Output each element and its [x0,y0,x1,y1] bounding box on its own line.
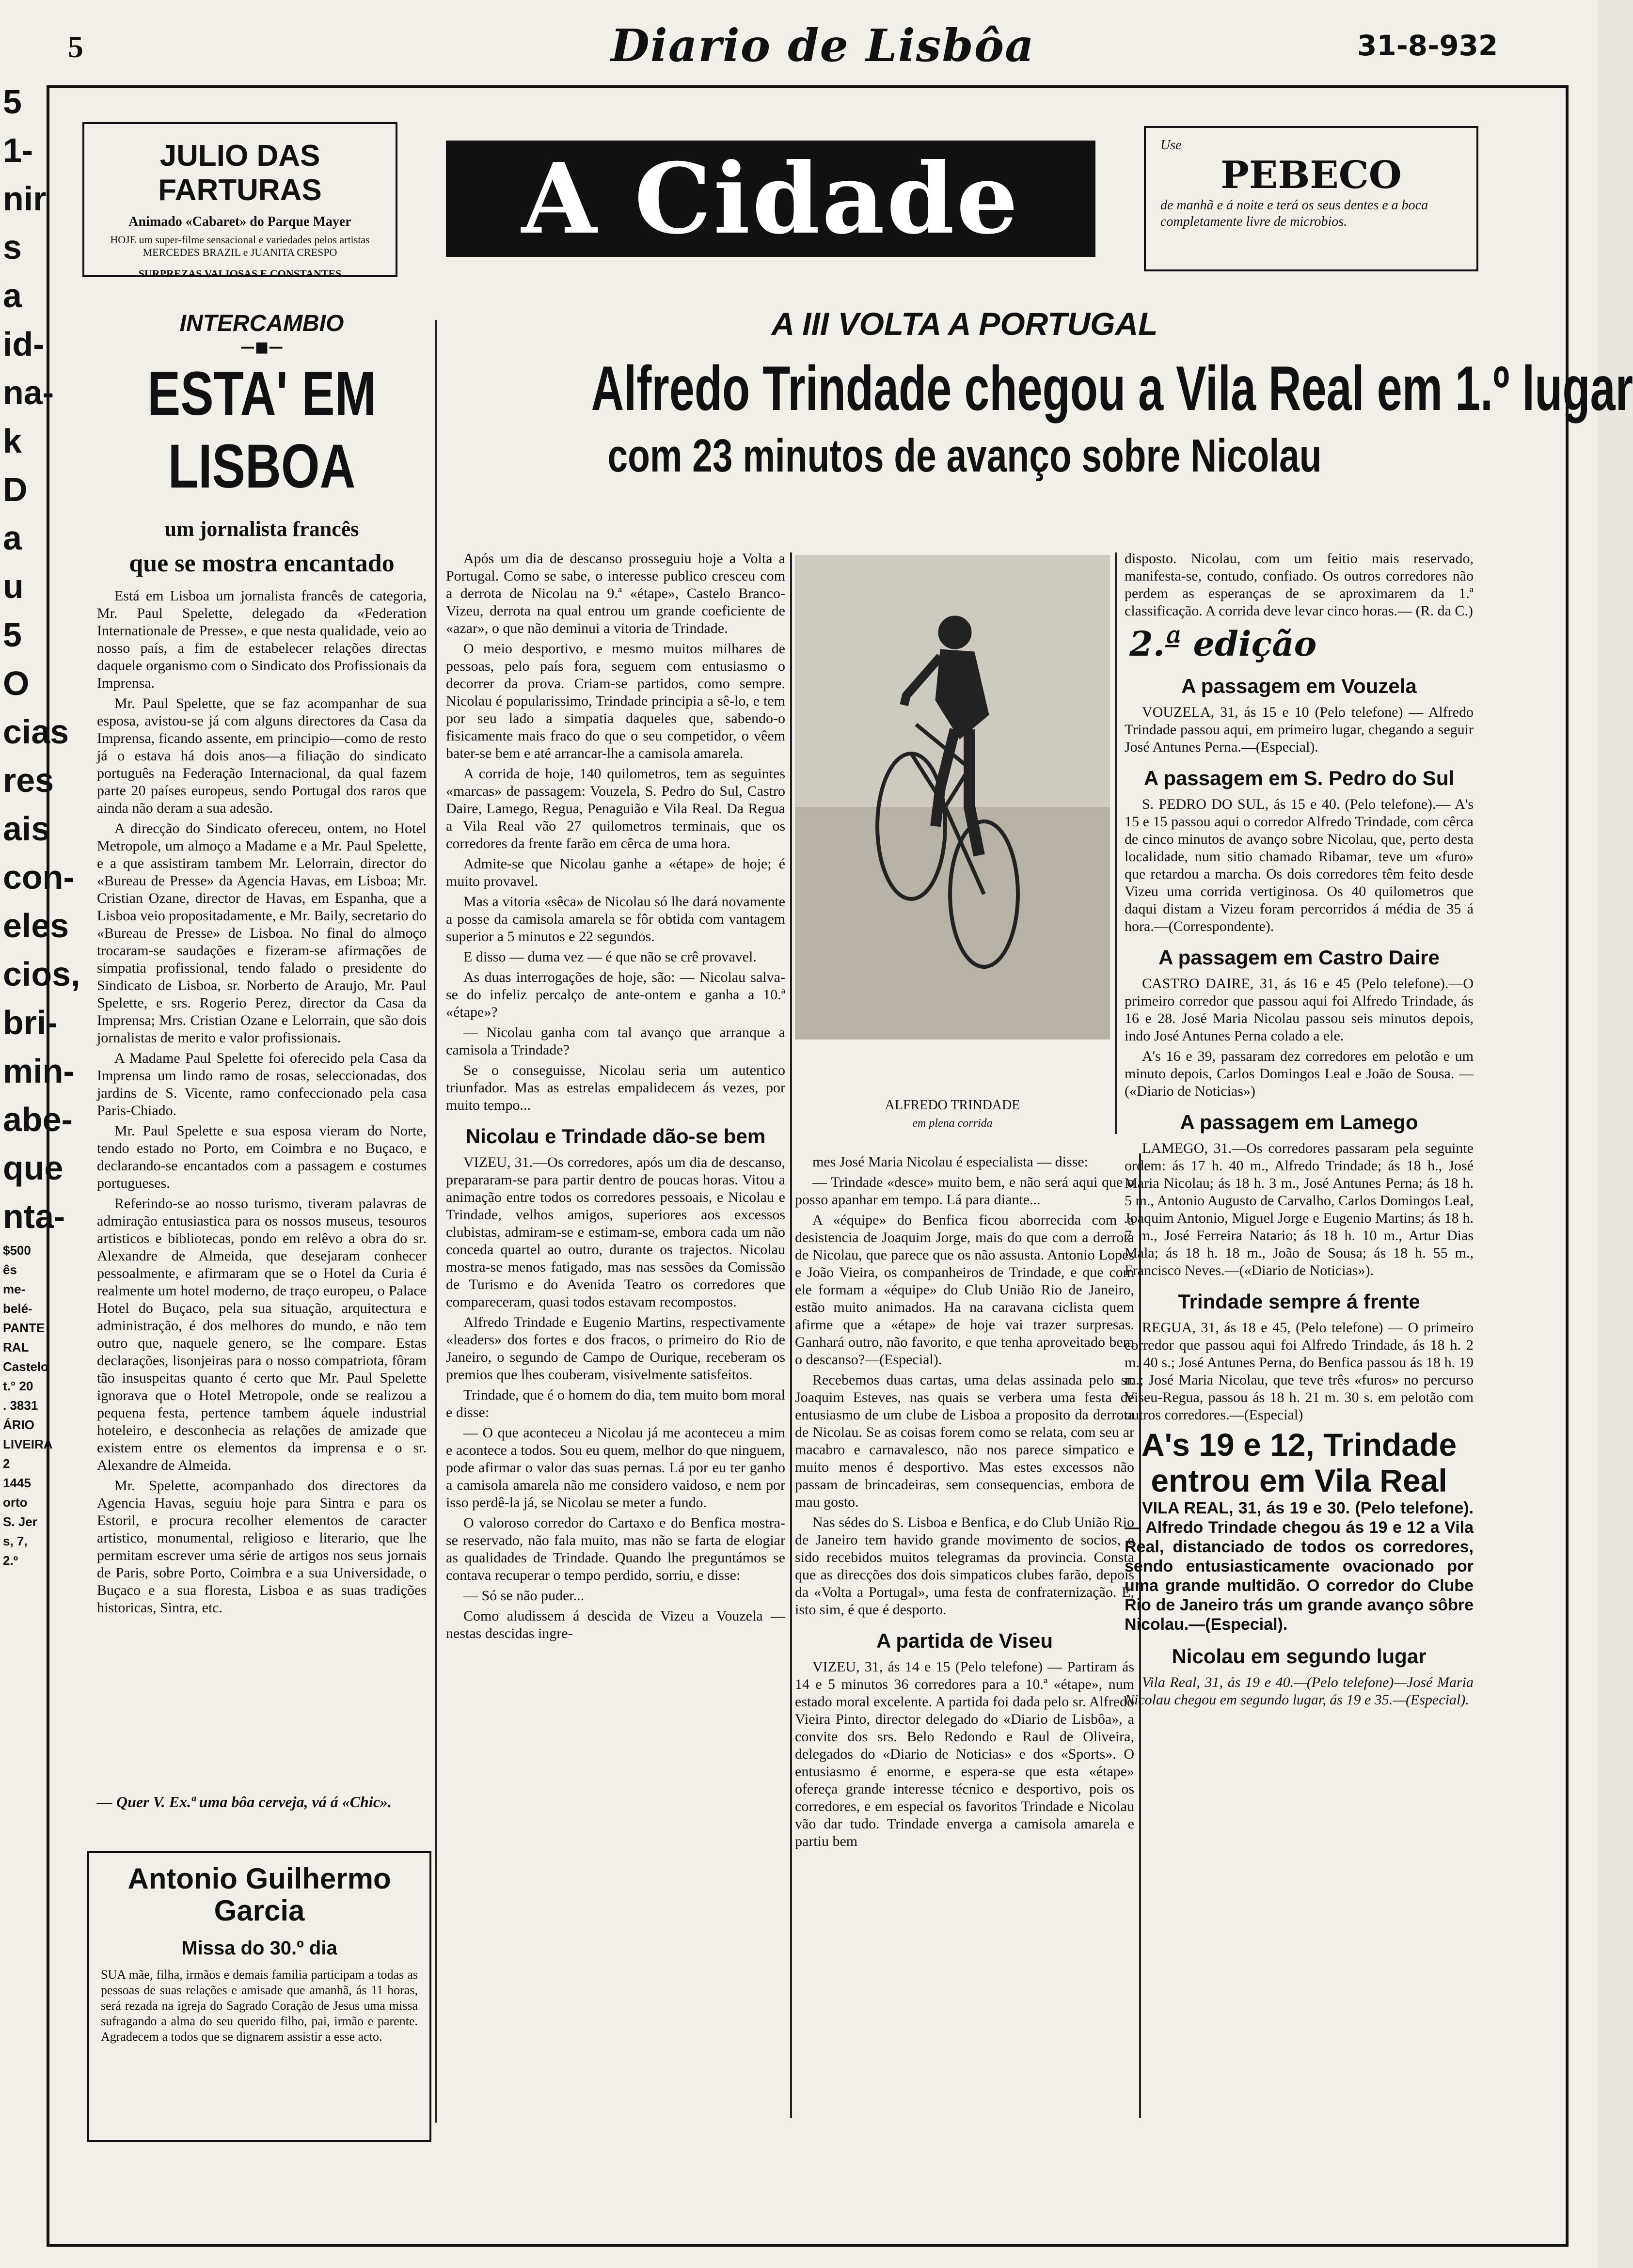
main-deck: com 23 minutos de avanço sobre Nicolau [607,430,1322,482]
ad-julio-das-farturas [82,122,397,280]
report-daire: CASTRO DAIRE, 31, ás 16 e 45 (Pelo telefone).—O primeiro corredor que passou aqui foi Alfredo Trindade, ás 16 e 28. José Maria Nicolau passou seis minutos depois, indo José Antunes Perna colado a ele. [1125,976,1474,1044]
strip-fragment: PANTE [3,1321,45,1335]
article-intercambio [97,310,427,1620]
strip-fragment: $500 [3,1243,31,1258]
article-paragraph: — O que aconteceu a Nicolau já me aconteceu a mim e acontece a todos. Sou eu quem, melhor do que ninguem, pode afirmar o valor das suas pernas. Lá por eu ter ganho a camisola amarela não me considero vaidoso, e nem por isso perdê-la já, se Nicolau se meter a fundo. [446,1425,785,1511]
main-headline: Alfredo Trindade chegou a Vila Real em 1.º lugar [591,353,1633,424]
article-paragraph: A corrida de hoje, 140 quilometros, tem as seguintes «marcas» de passagem: Vouzela, S. Pedro do Sul, Castro Daire, Lamego, Regua, Penaguião e Vila Real. Da Regua a Vila Real vão 27 quilometros terminais, que os corredores da frente farão em cêrca de uma hora. [446,766,785,851]
strip-fragment: belé- [3,1301,32,1316]
main-kicker: A III VOLTA A PORTUGAL [771,306,1158,342]
obituary-name: Antonio Guilhermo Garcia [127,1862,391,1927]
main-headline-block [446,305,1633,483]
strip-fragment: t.° 20 [3,1379,33,1393]
strip-fragment: S. Jer [3,1514,37,1529]
article-paragraph: E disso — duma vez — é que não se crê provavel. [463,949,757,965]
article-paragraph: Referindo-se ao nosso turismo, tiveram palavras de admiração entusiastica para os nossos museus, tesouros artisticos e bibliotecas, pondo em relêvo a obra do sr. Alexandre de Almeida, que desejaram conhecer pessoalmente, e afirmaram que se o Hotel da Curia é realmente um hotel moderno, de traço europeu, o Palace Hotel do Buçaco, pela sua situação, arquitectura e administração, é dos melhores do mundo, e não tem outro que, naquele genero, se lhe compare. Estas declarações, lisonjeiras para o nosso compatriota, fôram tão insuspeitas quanto é certo que Mr. Paul Spelette ignorava que o Hotel Metropole, onde se realizou a pequena festa, pertence tambem áquele industrial hoteleiro, e desconhecia as relações de amizade que existem entre os elementos da imprensa e o sr. Alexandre de Almeida. [97,1196,427,1473]
article-paragraph: VIZEU, 31, ás 14 e 15 (Pelo telefone) — Partiram ás 14 e 5 minutos 36 corredores para a 10.ª «étape», num estado moral excelente. A partida foi dada pelo sr. Alfredo Vieira Pinto, director delegado do «Diario de Lisbôa», a convite dos srs. Belo Redondo e Raul de Oliveira, delegados do «Diario de Noticias» e dos «Sports». O entusiasmo é enorme, e espera-se que esta «étape» ofereça grande interesse técnico e desportivo, pois os corredores, e em especial os favoritos Trindade e Nicolau vão dar tudo. Trindade enverga a camisola amarela e partiu bem [795,1659,1134,1849]
page-number: 5 [68,30,83,64]
main-column-2 [795,1153,1134,1853]
strip-fragment: u [3,567,24,605]
obituary-notice [87,1851,431,2142]
subhead-lamego: A passagem em Lamego [1180,1111,1418,1134]
col2c-body [795,1658,1134,1850]
article-paragraph: A «équipe» do Benfica ficou aborrecida com a desistencia de Joaquim Jorge, mais do que com a derrota de Nicolau, que parece que os não assusta. Antonio Lopes e João Vieira, os companheiros de Trindade, e que com ele formam a «équipe» do Club União Rio de Janeiro, estão muito animados. Ha na caravana ciclista quem afirme que a «étape» de hoje vai trazer surpresas. Ganhará outro, não favorito, e que tenha aproveitado bem o descanso?—(Especial). [795,1212,1134,1368]
issue-date: 31-8-932 [1357,29,1498,62]
article-paragraph: Se o conseguisse, Nicolau seria um autentico triunfador. Mas as estrelas empalidecem ás vezes, por muito tempo... [446,1062,785,1113]
col1-body [446,550,785,1114]
obituary-title: Missa do 30.º dia [181,1937,337,1959]
edition-label: 2.ª edição [1129,624,1317,664]
strip-fragment: s a [3,228,22,315]
main-column-1 [446,550,785,1645]
strip-fragment: abe- [3,1101,73,1138]
photo-subcaption: em plena corrida [912,1117,993,1130]
article-paragraph: — Nicolau ganha com tal avanço que arranque a camisola a Trindade? [446,1024,785,1058]
strip-fragment: a [3,519,22,557]
section-logo-text: A Cidade [521,142,1020,256]
article-paragraph: A direcção do Sindicato ofereceu, ontem, no Hotel Metropole, um almoço a Madame e a Mr. Paul Spelette, e a que assistiram tambem Mr. Lelorrain, director do «Bureau de Presse» da Agencia Havas, em Lisboa; Mr. Cristian Ozane, director de Havas, em Espanha, que a Lisboa veio propositadamente, e Mr. Baily, secretario do «Bureau de Presse» de Lisboa. No final do almoço trocaram-se saudações e fizeram-se afirmações de simpatia profissional, tendo falado o presidente do Sindicato de Lisboa, sr. Norberto de Araujo, Mr. Paul Spelette, e srs. Rogerio Perez, director da Casa da Imprensa; Mrs. Cristian Ozane e Lelorrain, que são dois jornalistas de merito e valor profissionais. [97,820,427,1046]
kicker: INTERCAMBIO [179,311,344,336]
ad-title: JULIO DAS FARTURAS [158,139,322,207]
big-headline-vila-real: A's 19 e 12, Trindade entrou em Vila Real [1141,1427,1457,1498]
obituary-text: SUA mãe, filha, irmãos e demais familia participam a todas as pessoas de suas relações e amisade que amanhã, ás 11 horas, será rezada na igreja do Sagrado Coração de Jesus uma missa sufragando a alma do seu querido filho, pai, irmão e parente. Agradecem a todos que se dignarem assistir a esse acto. [101,1968,418,2044]
strip-fragment: cios, [3,955,80,993]
strip-fragment: 2 1445 [3,1456,31,1490]
article-paragraph: O valoroso corredor do Cartaxo e do Benfica mostra-se reservado, não fala muito, mas não se farta de elogiar as qualidades de Trindade. Quando lhe preguntámos se contava recuperar o tempo perdido, sorriu, e disse: [446,1515,785,1583]
newspaper-title: Diario de Lisbôa [611,19,1035,72]
article-paragraph: VIZEU, 31.—Os corredores, após um dia de descanso, prepararam-se para partir dentro de poucas horas. Vitou a animação entre todos os corredores pessoais, e Nicolau e Trindade, velhos amigos, superiores aos excessos clubistas, admiram-se e estimam-se, embora cada um não conceda quartel ao outro, durante os trajectos. Nicolau mostra-se menos fatigado, mas nas sessões da Comissão de Turismo e do Avenida Teatro os corredores que compareceram, quasi todos estavam recompostos. [446,1154,785,1310]
strip-fragment: 5 [3,616,22,654]
strip-fragment: ês me- [3,1262,26,1296]
article-paragraph: Como aludissem á descida de Vizeu a Vouzela — nestas descidas ingre- [446,1608,785,1641]
ad-footer: SURPREZAS VALIOSAS E CONSTANTES [138,268,342,280]
torn-left-strip [0,78,80,2268]
article-paragraph: Recebemos duas cartas, uma delas assinada pelo sr. Joaquim Esteves, nas quais se verbera uma festa de entusiasmo de um clube de Lisboa a proposito da derrota de Nicolau. Se as coisas forem como se relata, com seu ar macabro e carnavalesco, não nos parece simpatico e muito menos é desportivo. Mas estes excessos não passam de brincadeiras, sem consequencias, embora de mau gosto. [795,1372,1134,1510]
report-regua: REGUA, 31, ás 18 e 45, (Pelo telefone) — O primeiro corredor que passou aqui foi Alfredo Trindade, ás 18 h. 2 m. 40 s.; José Antunes Perna, do Benfica passou ás 18 h. 19 m.; José Maria Nicolau, que teve três «furos» no percurso Viseu-Regua, passou ás 18 h. 21 m. 30 s. em pelotão com outros corredores.—(Especial) [1125,1320,1474,1423]
article-paragraph: As duas interrogações de hoje, são: — Nicolau salva-se do infeliz percalço de ante-ontem e ganha a 10.ª «étape»? [446,969,785,1020]
col3-continuation: disposto. Nicolau, com um feitio mais reservado, manifesta-se, contudo, confiado. Os outros corredores não perdem as esperanças de se aproximarem da 1.ª classificação. A corrida deve levar cinco horas.— (R. da C.) [1125,551,1474,619]
article-paragraph: Mas a vitoria «sêca» de Nicolau só lhe dará novamente a posse da camisola amarela se fôr obtida com vantagem superior a 5 minutos e 22 segundos. [446,894,785,945]
column-rule [790,552,792,2118]
report-nicolau: Vila Real, 31, ás 19 e 40.—(Pelo telefone)—José Maria Nicolau chegou em segundo lugar, ás 19 e 35.—(Especial). [1125,1674,1474,1708]
strip-fragment: k [3,422,22,460]
strip-fragment: RAL [3,1340,29,1354]
ad-brand: PEBECO [1221,153,1402,197]
subhead-nicolau-segundo: Nicolau em segundo lugar [1172,1645,1427,1668]
article-paragraph: Após um dia de descanso prosseguiu hoje a Volta a Portugal. Como se sabe, o interesse publico cresceu com a derrota de Nicolau na 9.ª «étape», Castelo Branco-Vizeu, derrota na qual entrou um grande coeficiente de «azar», o que não deminui a vitoria de Trindade. [446,551,785,636]
main-column-3 [1125,550,1474,1712]
report-vila-real: VILA REAL, 31, ás 19 e 30. (Pelo telefone).— Alfredo Trindade chegou ás 19 e 12 a Vila Real, distanciado de todos os corredores, sendo entusiasticamente ovacionado por uma grande multidão. O corredor do Clube Rio de Janeiro trás um grande avanço sôbre Nicolau.—(Especial). [1125,1499,1474,1634]
photo-caption: ALFREDO TRINDADE [885,1098,1020,1113]
subhead-nicolau-trindade: Nicolau e Trindade dão-se bem [465,1125,766,1148]
article-paragraph: Mr. Paul Spelette, que se faz acompanhar de sua esposa, avistou-se já com alguns directores da Casa da Imprensa, ficando assente, em principio—como de resto já o estava há dois anos—a filiação do sindicato português na Federação Internacional, da qual fazem parte 20 países europeus, sendo Portugal dos raros que ainda não deram a sua adesão. [97,695,427,816]
ad-description: de manhã e á noite e terá os seus dentes e a boca completamente livre de microbios. [1160,198,1428,229]
strip-fragment: LIVEIRA [3,1437,53,1451]
strip-fragment: D [3,471,28,508]
subhead-pedro: A passagem em S. Pedro do Sul [1143,767,1455,789]
subhead-trindade: Trindade sempre á frente [1178,1290,1420,1313]
strip-fragment: Castelo [3,1359,48,1374]
deck-line-1: um jornalista francês [164,517,359,541]
strip-fragment: res [3,761,54,799]
strip-fragment: O [3,664,30,702]
divider-ornament: —■— [240,339,284,356]
strip-fragment: ais [3,810,50,848]
strip-fragment: . 3831 [3,1398,38,1413]
article-paragraph: A Madame Paul Spelette foi oferecido pela Casa da Imprensa um lindo ramo de rosas, seleccionadas, dos jardins de S. Vicente, ramo confeccionado pela casa Paris-Chiado. [97,1050,427,1118]
strip-fragment: na- [3,374,54,411]
ad-line: Animado «Cabaret» do Parque Mayer [128,214,351,229]
strip-fragment: orto [3,1495,28,1510]
strip-fragment: nir [3,180,47,218]
article-paragraph: mes José Maria Nicolau é especialista — disse: [812,1154,1089,1170]
article-paragraph: Admite-se que Nicolau ganhe a «étape» de hoje; é muito provavel. [446,856,785,889]
subhead-partida-viseu: A partida de Viseu [876,1629,1053,1652]
article-paragraph: — Só se não puder... [463,1588,585,1604]
article-paragraph: O meio desportivo, e mesmo muitos milhares de pessoas, pelo país fora, seguem com entusiasmo o decorrer da prova. Criam-se partidos, como sempre. Nicolau é popularissimo, Trindade principia a sê-lo, e tem por seu lado a simpatia daqueles que, sabendo-o fisicamente mais fraco do que o seu competidor, o vêem bater-se bem e até arrancar-lhe a camisola amarela. [446,641,785,761]
strip-fragment: 1- [3,131,33,169]
strip-fragment: con- [3,858,75,896]
report-vouzela: VOUZELA, 31, ás 15 e 10 (Pelo telefone) — Alfredo Trindade passou aqui, em primeiro lugar, chegando a seguir José Antunes Perna.—(Especial). [1125,704,1474,755]
section-logo [446,141,1095,257]
headline: ESTA' EM LISBOA [147,359,376,501]
column-rule [435,320,437,2123]
beer-note: — Quer V. Ex.ª uma bôa cerveja, vá á «Chic». [97,1793,392,1811]
strip-fragment: ÁRIO [3,1418,34,1432]
strip-fragment: cias [3,713,69,751]
col1b-body [446,1154,785,1642]
subhead-vouzela: A passagem em Vouzela [1181,675,1417,697]
column-rule [1115,552,1117,1134]
cyclist-photo [795,555,1110,1040]
article-body [97,587,427,1617]
strip-fragment: eles [3,907,69,945]
article-paragraph: Alfredo Trindade e Eugenio Martins, respectivamente «leaders» dos fortes e dos fracos, o primeiro do Rio de Janeiro, o segundo de Campo de Ourique, receberam os premios que lhes couberam, visivelmente satisfeitos. [446,1314,785,1383]
report-daire-2: A's 16 e 39, passaram dez corredores em pelotão e um minuto depois, Carlos Domingos Leal e João de Sousa. —(«Diario de Noticias») [1125,1048,1474,1099]
article-paragraph: Trindade, que é o homem do dia, tem muito bom moral e disse: [446,1387,785,1420]
report-lamego: LAMEGO, 31.—Os corredores passaram pela seguinte ordem: ás 17 h. 40 m., Alfredo Trindade; ás 18 h., José Maria Nicolau; ás 18 h. 3 m., José Antunes Perna; ás 18 h. 5 m., Antonio Augusto de Carvalho, Carlos Domingos Leal, Joaquim Antonio, Miguel Jorge e Eugenio Martins; ás 18 h. 7 m., José Ferreira Natario; ás 18 h. 10 m., Artur Dias Mala; ás 18 h. 18 m., João de Sousa; ás 18 h. 55 m., Francisco Neves.—(«Diario de Noticias»). [1125,1140,1474,1278]
article-paragraph: Nas sédes do S. Lisboa e Benfica, e do Club União Rio de Janeiro tem havido grande movimento de socios, e sido recebidos muitos telegramas da provincia. Consta que as direcções dos dois simpaticos clubes farão, depois da «Volta a Portugal», uma festa de confraternização. E, isto sim, é que é desporto. [795,1514,1134,1618]
article-paragraph: — Trindade «desce» muito bem, e não será aqui que o posso apanhar em tempo. Lá para diante... [795,1174,1134,1208]
report-pedro: S. PEDRO DO SUL, ás 15 e 40. (Pelo telefone).— A's 15 e 15 passou aqui o corredor Alfredo Trindade, com cêrca de cinco minutos de avanço sobre Nicolau, que, perto desta localidade, num sitio chamado Ribamar, teve um «furo» que retardou a marcha. Os dois corredores têm feito desde Vizeu uma corrida vertiginosa. Os 40 quilometros que daqui distam a Vizeu foram percorridos á média de 35 á hora.—(Correspondente). [1125,796,1474,934]
strip-fragment: id- [3,325,45,363]
strip-fragment: que [3,1149,63,1187]
strip-fragment: min- [3,1052,75,1090]
masthead [0,19,1598,78]
ad-use: Use [1160,138,1182,153]
col2-body [795,1153,1134,1619]
deck-line-2: que se mostra encantado [129,550,395,577]
ad-pebeco [1144,126,1478,271]
subhead-daire: A passagem em Castro Daire [1158,946,1440,969]
article-paragraph: Está em Lisboa um jornalista francês de categoria, Mr. Paul Spelette, delegado da «Federation Internationale de Presse», e que nesta qualidade, veio ao nosso país, a fim de estabelecer relações directas daquele organismo com o Sindicato dos Profissionais da Imprensa. [97,588,427,691]
ad-text: HOJE um super-filme sensacional e variedades pelos artistas MERCEDES BRAZIL e JUANITA CRESPO [110,234,370,258]
strip-fragment: s, 7, 2.º [3,1534,28,1568]
strip-fragment: nta- [3,1197,65,1235]
strip-fragment: 5 [3,83,22,121]
article-paragraph: Mr. Paul Spelette e sua esposa vieram do Norte, tendo estado no Porto, em Coimbra e no Buçaco, e declarando-se encantados com a passagem e costumes portugueses. [97,1123,427,1191]
strip-fragment: bri- [3,1004,58,1041]
article-paragraph: Mr. Spelette, acompanhado dos directores da Agencia Havas, seguiu hoje para Sintra e para os Estoril, e procura recolher elementos de caracter artistico, monumental, religioso e literario, que lhe permitam escrever uma série de artigos nos seus jornais de Paris, sobre Porto, Coimbra e a sua Universidade, o Buçaco e a sua floresta, Lisboa e as suas tradições historicas, Sintra, etc. [97,1478,427,1616]
